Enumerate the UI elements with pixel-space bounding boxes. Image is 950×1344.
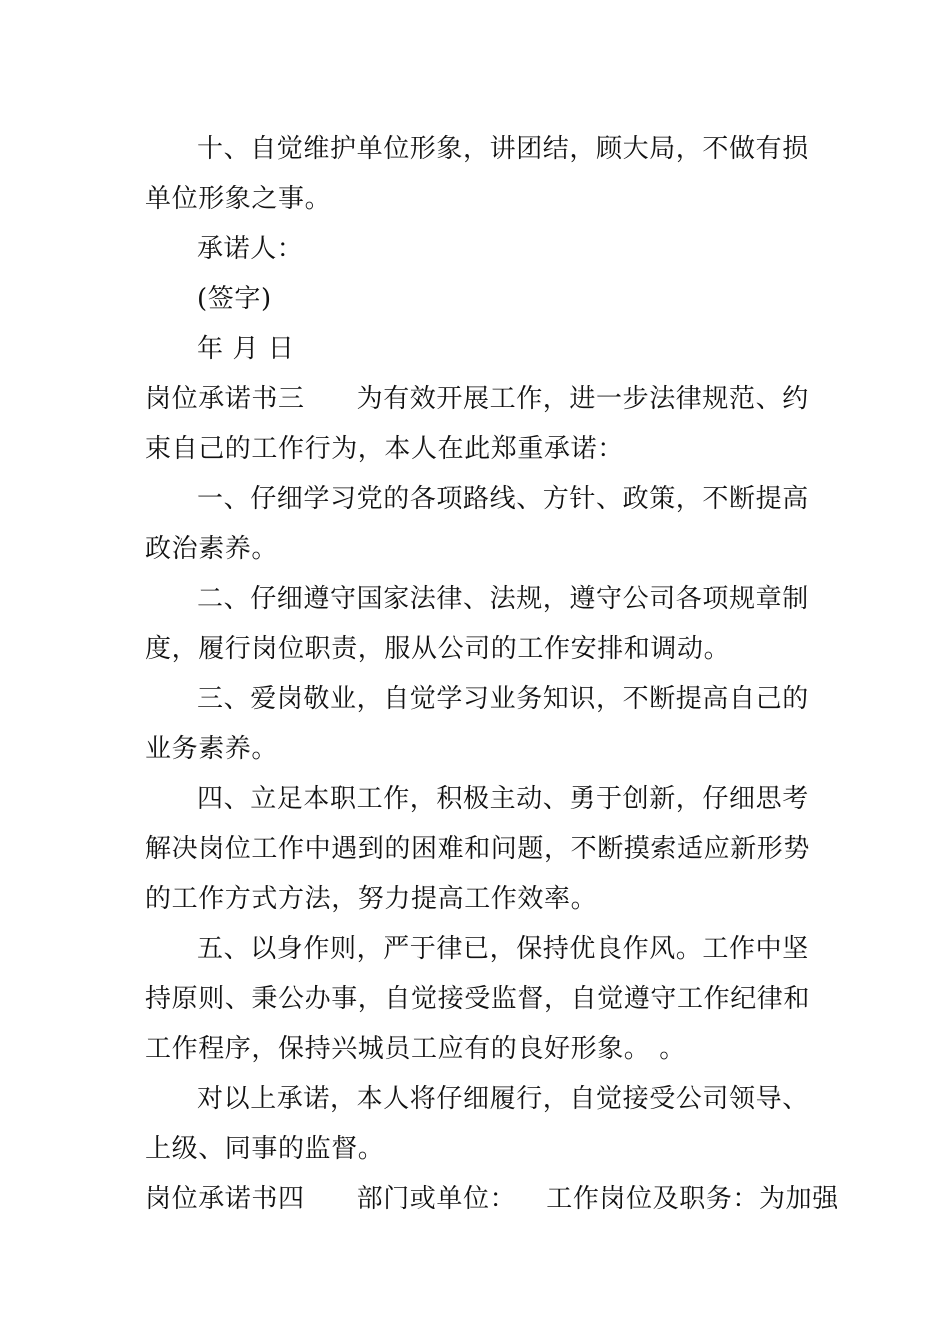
item-2-line-1: 二、仔细遵守国家法律、法规，遵守公司各项规章制 (197, 584, 809, 614)
signatory-label: 承诺人： (197, 234, 304, 264)
item-4-line-3: 的工作方式方法，努力提高工作效率。 (145, 884, 598, 914)
item-4-line-2: 解决岗位工作中遇到的困难和问题，不断摸索适应新形势 (145, 834, 811, 864)
item-5-line-2: 持原则、秉公办事，自觉接受监督，自觉遵守工作纪律和 (145, 984, 811, 1014)
position-label: 工作岗位及职务：为加强 (546, 1184, 839, 1214)
item-10-line-2: 单位形象之事。 (145, 184, 332, 214)
section-4-line-1 (145, 1184, 839, 1214)
department-label: 部门或单位： (356, 1184, 517, 1214)
signature-note: (签字) (197, 284, 272, 314)
item-2-line-2: 度，履行岗位职责，服从公司的工作安排和调动。 (145, 634, 731, 664)
section-3-intro-line-1 (145, 384, 810, 414)
item-4-line-1: 四、立足本职工作，积极主动、勇于创新，仔细思考 (197, 784, 809, 814)
item-1-line-2: 政治素养。 (145, 534, 279, 564)
closing-line-1: 对以上承诺，本人将仔细履行，自觉接受公司领导、 (197, 1084, 809, 1114)
date-line: 年 月 日 (197, 334, 295, 364)
section-3-intro-text: 为有效开展工作，进一步法律规范、约 (356, 384, 809, 414)
item-3-line-1: 三、爱岗敬业，自觉学习业务知识，不断提高自己的 (197, 684, 809, 714)
section-4-heading: 岗位承诺书四 (145, 1184, 305, 1214)
item-5-line-1: 五、以身作则，严于律已，保持优良作风。工作中坚 (197, 934, 809, 964)
item-1-line-1: 一、仔细学习党的各项路线、方针、政策，不断提高 (197, 484, 809, 514)
section-3-heading: 岗位承诺书三 (145, 384, 305, 414)
section-3-intro-line-2: 束自己的工作行为，本人在此郑重承诺： (145, 434, 624, 464)
item-10-line-1: 十、自觉维护单位形象，讲团结，顾大局，不做有损 (197, 134, 809, 164)
closing-line-2: 上级、同事的监督。 (145, 1134, 385, 1164)
item-3-line-2: 业务素养。 (145, 734, 279, 764)
item-5-line-3: 工作程序，保持兴城员工应有的良好形象。 。 (145, 1034, 686, 1064)
